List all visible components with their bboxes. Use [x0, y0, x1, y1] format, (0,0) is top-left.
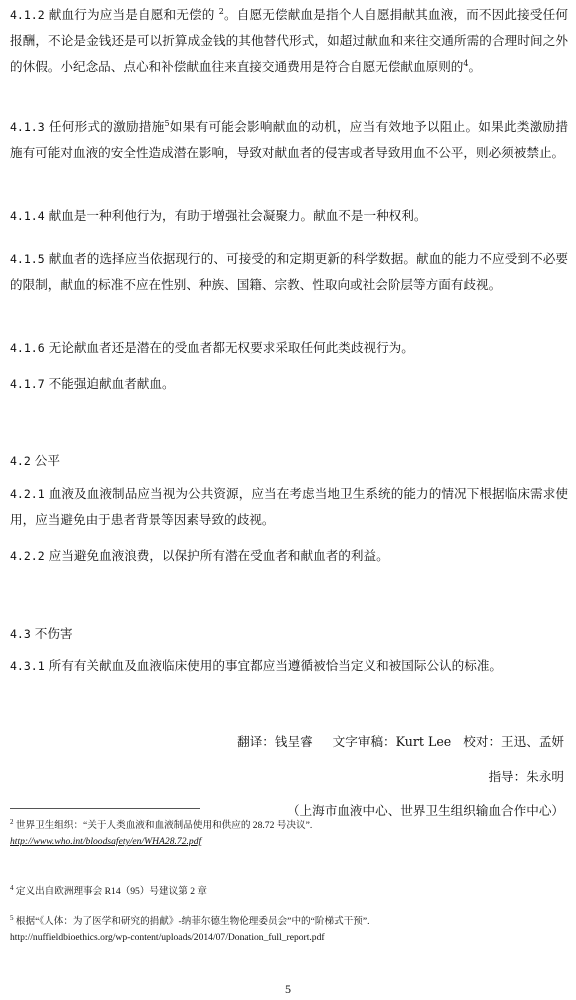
- footnote-mark: 2: [10, 818, 14, 826]
- paragraph-4-1-6: [10, 335, 568, 361]
- clause-text: 献血行为应当是自愿和无偿的: [48, 7, 215, 22]
- supervisor: 指导：朱永明: [488, 769, 564, 784]
- clause-text: 。自愿无偿献血是指个人自愿捐献其血液，而不因此接受任何报酬，不论是金钱还是可以折算成金钱的其他替代形式，如超过献血和来往交通所需的合理时间之外的休假。小纪念品、点心和补偿献血往来直接交通费用是符合自愿无偿献血原则的: [10, 7, 569, 74]
- footnote-4: [10, 884, 570, 900]
- paragraph-4-2-2: [10, 543, 568, 569]
- section-title: 不伤害: [34, 626, 73, 641]
- section-number: 4.2: [10, 454, 31, 468]
- footnote-mark: 4: [10, 884, 14, 892]
- section-number: 4.3: [10, 627, 31, 641]
- credits-line-2: [488, 767, 564, 787]
- clause-number: 4.1.2: [10, 8, 45, 22]
- paragraph-4-1-3: [10, 114, 568, 166]
- clause-number: 4.1.3: [10, 120, 45, 134]
- footnote-link[interactable]: http://nuffieldbioethics.org/wp-content/uploads/2014/07/Donation_full_report.pdf: [10, 932, 325, 943]
- proofreaders: 校对：王迅、孟妍: [463, 734, 564, 749]
- footnote-5: [10, 914, 570, 946]
- footnote-link[interactable]: http://www.who.int/bloodsafety/en/WHA28.72.pdf: [10, 836, 202, 847]
- paragraph-4-1-5: [10, 246, 568, 298]
- clause-text: 所有有关献血及血液临床使用的事宜都应当遵循被恰当定义和被国际公认的标准。: [48, 658, 503, 673]
- affiliation: （上海市血液中心、世界卫生组织输血合作中心）: [286, 803, 564, 818]
- clause-number: 4.1.7: [10, 377, 45, 391]
- clause-number: 4.1.4: [10, 209, 45, 223]
- clause-text: 。: [468, 59, 482, 74]
- clause-number: 4.1.6: [10, 341, 45, 355]
- section-heading-4-2: [10, 451, 60, 471]
- footnote-2: [10, 818, 570, 850]
- paragraph-4-1-4: [10, 203, 568, 229]
- page-number: 5: [285, 982, 291, 996]
- footnote-text: 定义出自欧洲理事会 R14（95）号建议第 2 章: [15, 886, 207, 897]
- paragraph-4-1-7: [10, 371, 568, 397]
- clause-text: 献血是一种利他行为，有助于增强社会凝聚力。献血不是一种权利。: [48, 208, 427, 223]
- footnote-divider: [10, 808, 200, 809]
- footnote-ref: 4: [463, 59, 469, 68]
- footnote-text: 根据“《人体：为了医学和研究的捐献》-纳菲尔德生物伦理委员会”中的“阶梯式干预”.: [15, 916, 370, 927]
- text-reviewer: 文字审稿：Kurt Lee: [332, 734, 452, 749]
- credits-line-1: [237, 732, 564, 752]
- clause-text: 任何形式的激励措施: [48, 119, 165, 134]
- translator: 翻译：钱呈睿: [237, 734, 313, 749]
- footnote-ref: 5: [164, 119, 170, 128]
- footnote-ref: 2: [218, 7, 224, 16]
- clause-text: 如果有可能会影响献血的动机，应当有效地予以阻止。如果此类激励措施有可能对血液的安全性造成潜在影响，导致对献血者的侵害或者导致用血不公平，则必须被禁止。: [10, 119, 568, 160]
- clause-number: 4.1.5: [10, 252, 45, 266]
- section-heading-4-3: [10, 624, 73, 644]
- paragraph-4-2-1: [10, 481, 568, 533]
- paragraph-4-1-2: [10, 2, 568, 80]
- clause-number: 4.2.1: [10, 487, 45, 501]
- clause-number: 4.3.1: [10, 659, 45, 673]
- clause-text: 献血者的选择应当依据现行的、可接受的和定期更新的科学数据。献血的能力不应受到不必要的限制，献血的标准不应在性别、种族、国籍、宗教、性取向或社会阶层等方面有歧视。: [10, 251, 568, 292]
- clause-text: 应当避免血液浪费，以保护所有潜在受血者和献血者的利益。: [48, 548, 389, 563]
- footnote-mark: 5: [10, 914, 14, 922]
- paragraph-4-3-1: [10, 653, 568, 679]
- clause-number: 4.2.2: [10, 549, 45, 563]
- clause-text: 无论献血者还是潜在的受血者都无权要求采取任何此类歧视行为。: [48, 340, 414, 355]
- clause-text: 血液及血液制品应当视为公共资源，应当在考虑当地卫生系统的能力的情况下根据临床需求使用，应当避免由于患者背景等因素导致的歧视。: [10, 486, 568, 527]
- section-title: 公平: [34, 453, 60, 468]
- footnote-text: 世界卫生组织：“关于人类血液和血液制品使用和供应的 28.72 号决议”.: [15, 820, 313, 831]
- clause-text: 不能强迫献血者献血。: [48, 376, 175, 391]
